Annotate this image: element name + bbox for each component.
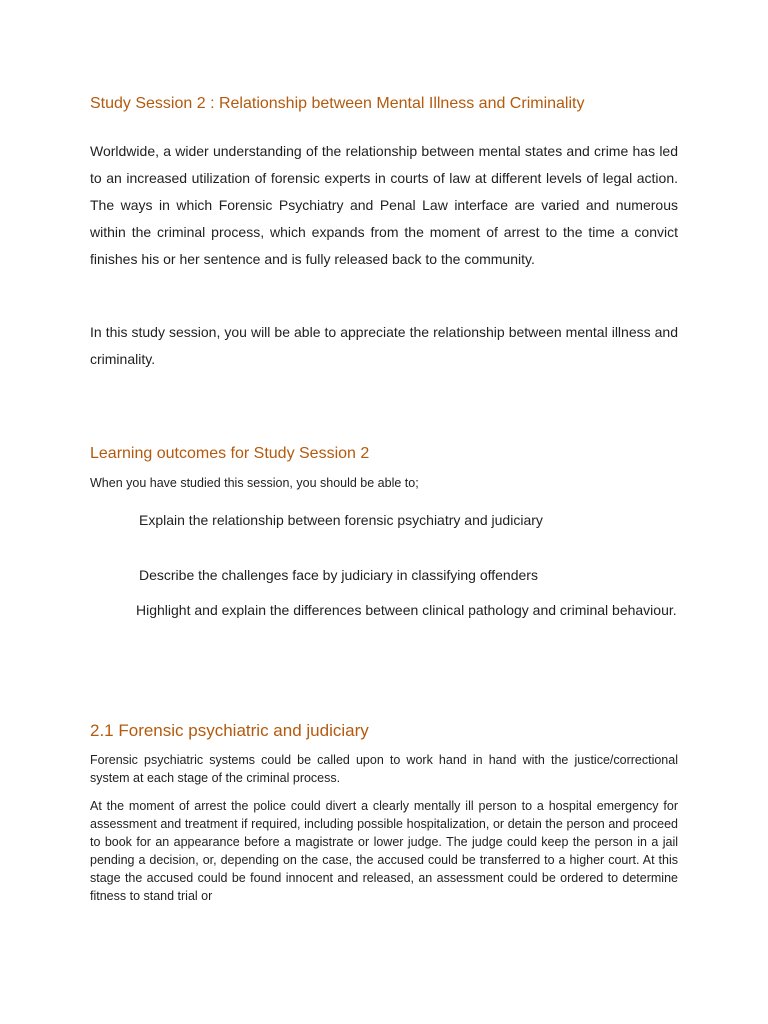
learning-outcomes-intro: When you have studied this session, you should be able to; bbox=[90, 476, 419, 490]
section-2-1-paragraph: At the moment of arrest the police could divert a clearly mentally ill person to a hospital emergency for assessment and treatment if required, including possible hospitalization, or detain the person and proceed to book for an appearance before a magistrate or lower judge. The judge could keep the person in a jail pending a decision, or, depending on the case, the accused could be transferred to a higher court. At this stage the accused could be found innocent and released, an assessment could be ordered to determine fitness to stand trial or bbox=[90, 799, 678, 903]
learning-outcome-item: Describe the challenges face by judiciary in classifying offenders bbox=[139, 567, 538, 583]
section-2-1-paragraph: Forensic psychiatric systems could be called upon to work hand in hand with the justice/correctional system at each stage of the criminal process. bbox=[90, 753, 678, 785]
section-2-1-heading: 2.1 Forensic psychiatric and judiciary bbox=[90, 721, 369, 740]
intro-paragraph: Worldwide, a wider understanding of the relationship between mental states and crime has led to an increased utilization of forensic experts in courts of law at different levels of legal action. The ways in which Forensic Psychiatry and Penal Law interface are varied and numerous within the criminal process, which expands from the moment of arrest to the time a convict finishes his or her sentence and is fully released back to the community. bbox=[90, 143, 678, 267]
session-title: Study Session 2 : Relationship between Mental Illness and Criminality bbox=[90, 95, 585, 112]
learning-outcomes-heading: Learning outcomes for Study Session 2 bbox=[90, 445, 370, 462]
session-aim-paragraph: In this study session, you will be able to appreciate the relationship between mental illness and criminality. bbox=[90, 324, 678, 367]
learning-outcome-item: Highlight and explain the differences between clinical pathology and criminal behaviour. bbox=[136, 602, 677, 618]
learning-outcome-item: Explain the relationship between forensic psychiatry and judiciary bbox=[139, 512, 543, 528]
